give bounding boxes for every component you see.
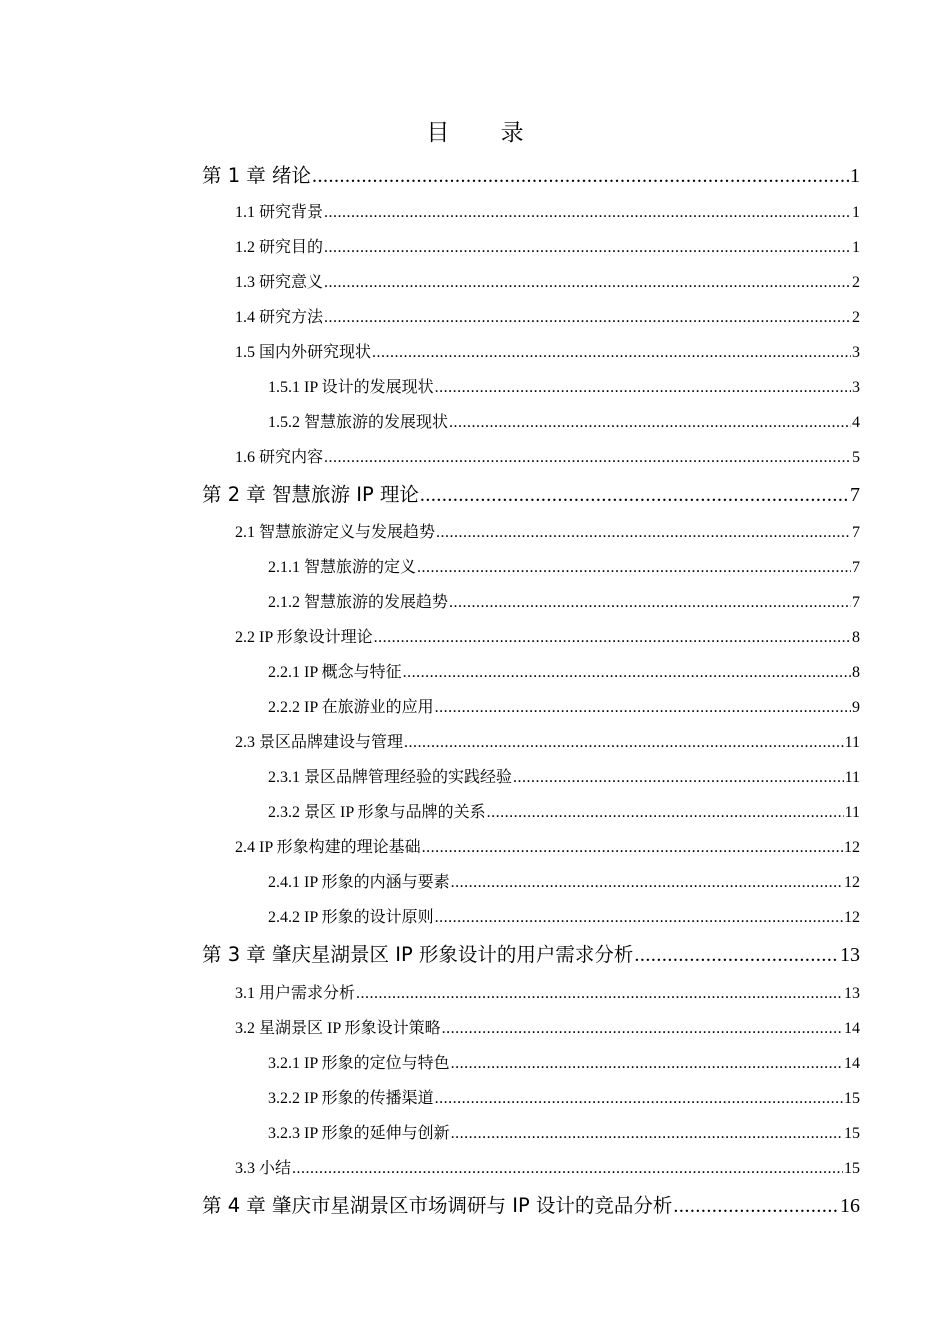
toc-entry-label: 3.2.2 IP 形象的传播渠道	[268, 1090, 434, 1107]
toc-entry-label: 1.5.2 智慧旅游的发展现状	[268, 414, 449, 431]
toc-entry-label: 2.4 IP 形象构建的理论基础	[235, 839, 421, 856]
toc-dot-leader	[487, 804, 844, 822]
toc-page-number: 2	[852, 274, 860, 291]
toc-entry-label: 3.3 小结	[235, 1160, 292, 1177]
toc-entry-label: 第 2 章 智慧旅游 IP 理论	[202, 483, 419, 506]
toc-entry-label: 2.1.1 智慧旅游的定义	[268, 559, 417, 576]
toc-page-number: 11	[844, 769, 860, 786]
toc-page-number: 12	[844, 874, 860, 891]
toc-page-number: 3	[852, 344, 860, 361]
toc-entry-label: 第 3 章 肇庆星湖景区 IP 形象设计的用户需求分析	[202, 943, 634, 966]
toc-dot-leader	[513, 769, 844, 787]
toc-entry-label: 2.1.2 智慧旅游的发展趋势	[268, 594, 449, 611]
toc-page-number: 12	[844, 839, 860, 856]
toc-page-number: 14	[844, 1055, 860, 1072]
toc-page-number: 8	[852, 629, 860, 646]
toc-entry-label: 3.1 用户需求分析	[235, 985, 356, 1002]
toc-dot-leader	[374, 629, 851, 647]
toc-entry-label: 3.2.1 IP 形象的定位与特色	[268, 1055, 450, 1072]
toc-subsection-entry[interactable]	[268, 1120, 860, 1143]
toc-page-number: 1	[852, 204, 860, 221]
toc-subsection-entry[interactable]	[268, 589, 860, 612]
toc-entry-label: 3.2.3 IP 形象的延伸与创新	[268, 1125, 450, 1142]
toc-page-number: 4	[852, 414, 860, 431]
toc-subsection-entry[interactable]	[268, 1085, 860, 1108]
toc-dot-leader	[404, 734, 844, 752]
toc-subsection-entry[interactable]	[268, 554, 860, 577]
toc-subsection-entry[interactable]	[268, 409, 860, 432]
toc-subsection-entry[interactable]	[268, 659, 860, 682]
toc-page-number: 12	[844, 909, 860, 926]
toc-page-number: 8	[852, 664, 860, 681]
toc-page-number: 11	[844, 804, 860, 821]
toc-section-entry[interactable]	[235, 1155, 860, 1178]
toc-page-number: 13	[840, 944, 860, 966]
toc-entry-label: 1.1 研究背景	[235, 204, 324, 221]
toc-entry-label: 2.4.2 IP 形象的设计原则	[268, 909, 434, 926]
toc-entry-label: 2.2 IP 形象设计理论	[235, 629, 373, 646]
toc-section-entry[interactable]	[235, 444, 860, 467]
toc-dot-leader	[422, 839, 843, 857]
toc-title: 目 录	[426, 120, 546, 146]
toc-dot-leader	[435, 699, 851, 717]
toc-dot-leader	[435, 379, 851, 397]
toc-entry-label: 2.4.1 IP 形象的内涵与要素	[268, 874, 450, 891]
toc-entry-label: 第 1 章 绪论	[202, 164, 312, 187]
toc-page-number: 9	[852, 699, 860, 716]
toc-entry-label: 2.3.1 景区品牌管理经验的实践经验	[268, 769, 513, 786]
toc-chapter-entry[interactable]	[202, 160, 860, 188]
toc-entry-label: 1.5.1 IP 设计的发展现状	[268, 379, 434, 396]
toc-dot-leader	[356, 985, 843, 1003]
toc-dot-leader	[673, 1195, 839, 1218]
toc-page-number: 5	[852, 449, 860, 466]
toc-entry-label: 1.5 国内外研究现状	[235, 344, 372, 361]
toc-dot-leader	[451, 874, 843, 892]
toc-dot-leader	[442, 1020, 843, 1038]
toc-page-number: 15	[844, 1125, 860, 1142]
toc-section-entry[interactable]	[235, 834, 860, 857]
toc-page-number: 15	[844, 1090, 860, 1107]
toc-entry-label: 2.1 智慧旅游定义与发展趋势	[235, 524, 436, 541]
toc-entry-label: 1.6 研究内容	[235, 449, 324, 466]
toc-chapter-entry[interactable]	[202, 939, 860, 967]
toc-page-number: 7	[852, 524, 860, 541]
toc-dot-leader	[324, 204, 851, 222]
toc-dot-leader	[435, 1090, 843, 1108]
toc-entry-label: 2.2.2 IP 在旅游业的应用	[268, 699, 434, 716]
toc-page-number: 11	[844, 734, 860, 751]
toc-page-number: 3	[852, 379, 860, 396]
toc-entry-label: 2.2.1 IP 概念与特征	[268, 664, 402, 681]
toc-section-entry[interactable]	[235, 304, 860, 327]
toc-section-entry[interactable]	[235, 269, 860, 292]
toc-section-entry[interactable]	[235, 519, 860, 542]
toc-entry-label: 2.3 景区品牌建设与管理	[235, 734, 404, 751]
toc-subsection-entry[interactable]	[268, 869, 860, 892]
toc-page-number: 13	[844, 985, 860, 1002]
toc-page-number: 14	[844, 1020, 860, 1037]
toc-dot-leader	[324, 274, 851, 292]
toc-section-entry[interactable]	[235, 980, 860, 1003]
toc-dot-leader	[324, 239, 851, 257]
toc-subsection-entry[interactable]	[268, 799, 860, 822]
toc-subsection-entry[interactable]	[268, 1050, 860, 1073]
toc-section-entry[interactable]	[235, 234, 860, 257]
toc-entry-label: 第 4 章 肇庆市星湖景区市场调研与 IP 设计的竞品分析	[202, 1194, 673, 1217]
toc-section-entry[interactable]	[235, 624, 860, 647]
toc-page-number: 7	[850, 484, 860, 506]
toc-entry-label: 3.2 星湖景区 IP 形象设计策略	[235, 1020, 441, 1037]
toc-dot-leader	[436, 524, 851, 542]
toc-page-number: 7	[852, 594, 860, 611]
toc-dot-leader	[324, 449, 851, 467]
toc-dot-leader	[435, 909, 843, 927]
toc-dot-leader	[451, 1125, 843, 1143]
toc-page-number: 16	[840, 1195, 860, 1217]
toc-dot-leader	[417, 559, 851, 577]
toc-section-entry[interactable]	[235, 729, 860, 752]
toc-page-number: 1	[850, 165, 860, 187]
toc-section-entry[interactable]	[235, 1015, 860, 1038]
toc-section-entry[interactable]	[235, 339, 860, 362]
toc-dot-leader	[403, 664, 851, 682]
toc-entry-label: 1.2 研究目的	[235, 239, 324, 256]
toc-dot-leader	[449, 414, 851, 432]
toc-page-number: 15	[844, 1160, 860, 1177]
toc-dot-leader	[634, 944, 839, 967]
toc-subsection-entry[interactable]	[268, 904, 860, 927]
toc-dot-leader	[451, 1055, 843, 1073]
toc-subsection-entry[interactable]	[268, 694, 860, 717]
toc-page-number: 1	[852, 239, 860, 256]
toc-chapter-entry[interactable]	[202, 479, 860, 507]
toc-section-entry[interactable]	[235, 199, 860, 222]
toc-dot-leader	[449, 594, 851, 612]
toc-dot-leader	[312, 165, 849, 188]
toc-dot-leader	[372, 344, 851, 362]
toc-dot-leader	[292, 1160, 843, 1178]
toc-page-number: 2	[852, 309, 860, 326]
toc-page-number: 7	[852, 559, 860, 576]
toc-entry-label: 2.3.2 景区 IP 形象与品牌的关系	[268, 804, 486, 821]
toc-chapter-entry[interactable]	[202, 1190, 860, 1218]
toc-subsection-entry[interactable]	[268, 764, 860, 787]
toc-subsection-entry[interactable]	[268, 374, 860, 397]
toc-dot-leader	[324, 309, 851, 327]
toc-entry-label: 1.3 研究意义	[235, 274, 324, 291]
toc-dot-leader	[420, 484, 849, 507]
toc-entry-label: 1.4 研究方法	[235, 309, 324, 326]
